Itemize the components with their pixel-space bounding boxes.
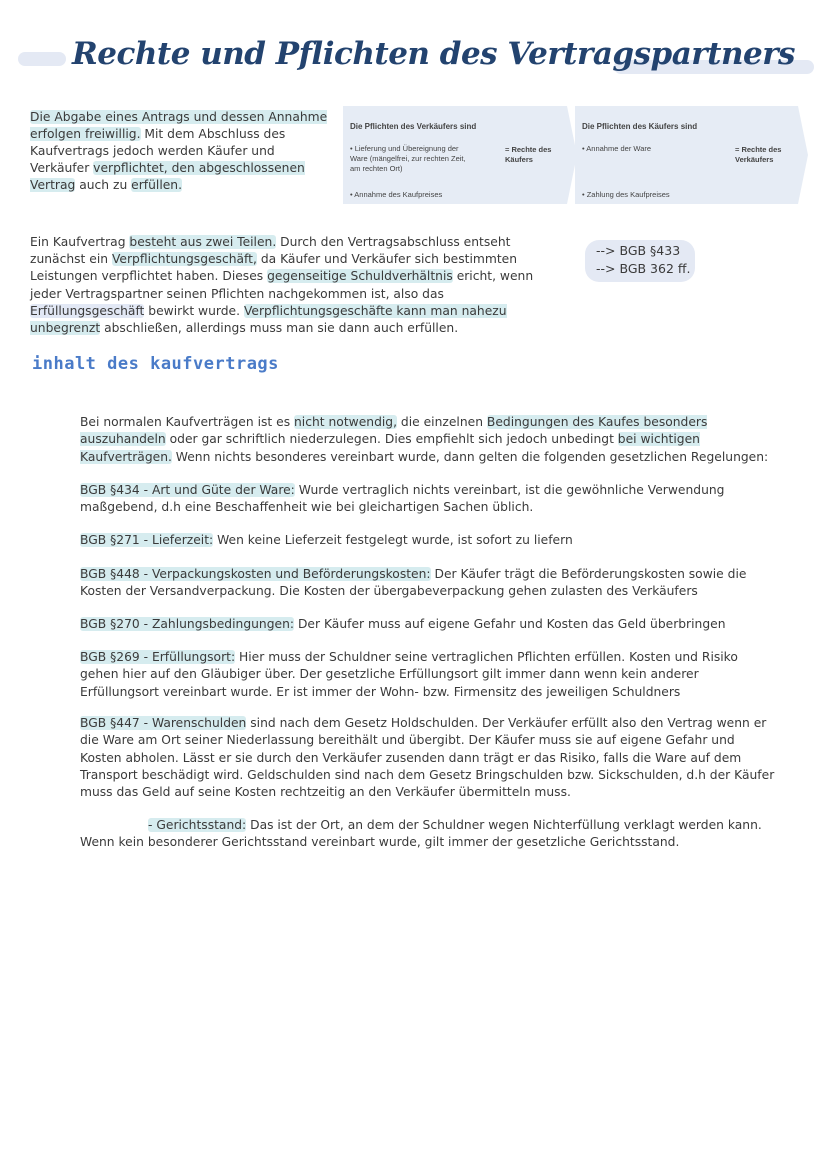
rule-text: Der Käufer trägt die Beförderungskosten sowie die Kosten der Versandverpackung. Die Kosten der übergabeverpackung gehen zulasten des Verkäufers bbox=[80, 567, 747, 599]
kv-text-5: bewirkt wurde. bbox=[144, 303, 244, 318]
rule-text: sind nach dem Gesetz Holdschulden. Der Verkäufer erfüllt also den Vertrag wenn er die Ware am Ort seiner Niederlassung bereithält und übergibt. Der Käufer muss sie auf eigene Gefahr und Kosten abholen. Lässt er sie durch den Verkäufer zusenden dann trägt er das Risiko, falls die Ware auf dem Transport beschädigt wird. Geldschulden sind nach dem Gesetz Bringschulden bzw. Sickschulden, d.h der Käufer muss das Geld auf seine Kosten rechtzeitig an den Verkäufer übermitteln muss. bbox=[80, 716, 775, 800]
rule-heading: BGB §269 - Erfüllungsort: bbox=[80, 650, 236, 664]
intro-text-2: auch zu bbox=[75, 178, 132, 192]
seller-rights-label: = Rechte des Verkäufers bbox=[735, 145, 782, 164]
page-title: Rechte und Pflichten des Vertragspartners bbox=[72, 36, 796, 72]
rule-text: Wurde vertraglich nichts vereinbart, ist die gewöhnliche Verwendung maßgebend, d.h eine Beschaffenheit wie bei gleichartigen Sachen üblich. bbox=[80, 483, 725, 515]
content-intro-highlight-3: bei wichtigen Kaufverträgen. bbox=[80, 432, 700, 464]
kv-text-6: abschließen, allerdings muss man sie dann auch erfüllen. bbox=[100, 321, 459, 336]
kv-text-2: Durch den Vertragsabschluss entseht zunächst ein bbox=[30, 235, 511, 267]
kv-highlight-5: Verpflichtungsgeschäfte kann man nahezu unbegrenzt bbox=[30, 303, 507, 336]
content-intro-text-2: die einzelnen bbox=[397, 415, 487, 429]
section-title: inhalt des kaufvertrags bbox=[32, 354, 279, 374]
rule-bgb-434 bbox=[80, 482, 780, 517]
kv-highlight-4: Erfüllungsgeschäft bbox=[30, 303, 145, 318]
kv-highlight-2: Verpflichtungsgeschäft, bbox=[111, 252, 257, 267]
kv-text-4: ericht, wenn jeder Vertragspartner seinen Pflichten nachgekommen ist, also das bbox=[30, 269, 534, 301]
content-intro-text-4: Wenn nichts besonderes vereinbart wurde, dann gelten die folgenden gesetzlichen Regelungen: bbox=[171, 449, 769, 464]
rule-bgb-270 bbox=[80, 616, 780, 633]
buyer-box-heading: Die Pflichten des Käufers sind bbox=[582, 122, 698, 131]
rule-heading: BGB §448 - Verpackungskosten und Beförderungskosten: bbox=[80, 567, 431, 581]
buyer-duty-item-1: • Annahme der Ware bbox=[582, 144, 652, 153]
rule-heading: BGB §434 - Art und Güte der Ware: bbox=[80, 483, 295, 497]
buyer-duty-item-2: • Zahlung des Kaufpreises bbox=[582, 190, 670, 199]
rule-bgb-269 bbox=[80, 649, 780, 701]
buyer-rights-label: = Rechte des Käufers bbox=[505, 145, 552, 164]
rule-text: Das ist der Ort, an dem der Schuldner wegen Nichterfüllung verklagt werden kann. Wenn kein besonderer Gerichtsstand vereinbart wurde, gilt immer der gesetzliche Gerichtsstand. bbox=[80, 818, 762, 850]
intro-paragraph bbox=[30, 109, 330, 194]
kaufvertrag-paragraph bbox=[30, 234, 540, 337]
seller-duty-item-1: • Lieferung und Übereignung der Ware (mängelfrei, zur rechten Zeit, am rechten Ort) bbox=[350, 144, 466, 173]
intro-highlight-1: Die Abgabe eines Antrags und dessen Annahme erfolgen freiwillig. bbox=[30, 110, 328, 141]
rule-heading: BGB §447 - Warenschulden bbox=[80, 716, 247, 730]
seller-box-heading: Die Pflichten des Verkäufers sind bbox=[350, 122, 477, 131]
rule-text: Der Käufer muss auf eigene Gefahr und Kosten das Geld überbringen bbox=[294, 617, 726, 631]
content-intro-highlight-1: nicht notwendig, bbox=[294, 415, 398, 429]
buyer-box-arrow bbox=[798, 106, 808, 204]
rule-heading: BGB §271 - Lieferzeit: bbox=[80, 533, 214, 547]
intro-text-1: Mit dem Abschluss des Kaufvertrags jedoch werden Käufer und Verkäufer bbox=[30, 127, 286, 175]
buyer-duties-box bbox=[575, 106, 798, 204]
kv-highlight-3: gegenseitige Schuldverhältnis bbox=[267, 269, 453, 284]
content-intro-text-3: oder gar schriftlich niederzulegen. Dies empfiehlt sich jedoch unbedingt bbox=[165, 432, 618, 447]
intro-highlight-3: erfüllen. bbox=[131, 178, 183, 192]
rule-text: Wen keine Lieferzeit festgelegt wurde, ist sofort zu liefern bbox=[213, 533, 573, 547]
intro-highlight-2: verpflichtet, den abgeschlossenen Vertrag bbox=[30, 161, 305, 192]
rule-text: Hier muss der Schuldner seine vertraglichen Pflichten erfüllen. Kosten und Risiko gehen hier auf den Gläubiger über. Der gesetzliche Erfüllungsort gilt immer dann wenn kein anderer Erfüllungsort vereinbart wurde. Er ist immer der Wohn- bzw. Firmensitz des jeweiligen Schuldners bbox=[80, 650, 738, 699]
reference-bgb-433: --> BGB §433 bbox=[596, 243, 681, 258]
rule-bgb-447 bbox=[80, 715, 780, 801]
kv-highlight-1: besteht aus zwei Teilen. bbox=[129, 235, 277, 249]
kv-text-1: Ein Kaufvertrag bbox=[30, 235, 130, 249]
rule-heading: - Gerichtsstand: bbox=[148, 818, 247, 832]
kv-text-3: da Käufer und Verkäufer sich bestimmten Leistungen verpflichtet haben. Dieses bbox=[30, 252, 518, 284]
rule-bgb-271 bbox=[80, 532, 780, 549]
rule-gerichtsstand bbox=[80, 817, 780, 852]
content-intro-highlight-2: Bedingungen des Kaufes besonders auszuhandeln bbox=[80, 415, 708, 447]
content-intro bbox=[80, 414, 780, 466]
rule-bgb-448 bbox=[80, 566, 780, 601]
seller-duties-box bbox=[343, 106, 567, 204]
reference-bgb-362: --> BGB 362 ff. bbox=[596, 261, 691, 276]
rule-heading: BGB §270 - Zahlungsbedingungen: bbox=[80, 617, 295, 631]
seller-duty-item-2: • Annahme des Kaufpreises bbox=[350, 190, 443, 199]
title-decoration-left bbox=[18, 52, 66, 66]
content-intro-text-1: Bei normalen Kaufverträgen ist es bbox=[80, 415, 295, 429]
